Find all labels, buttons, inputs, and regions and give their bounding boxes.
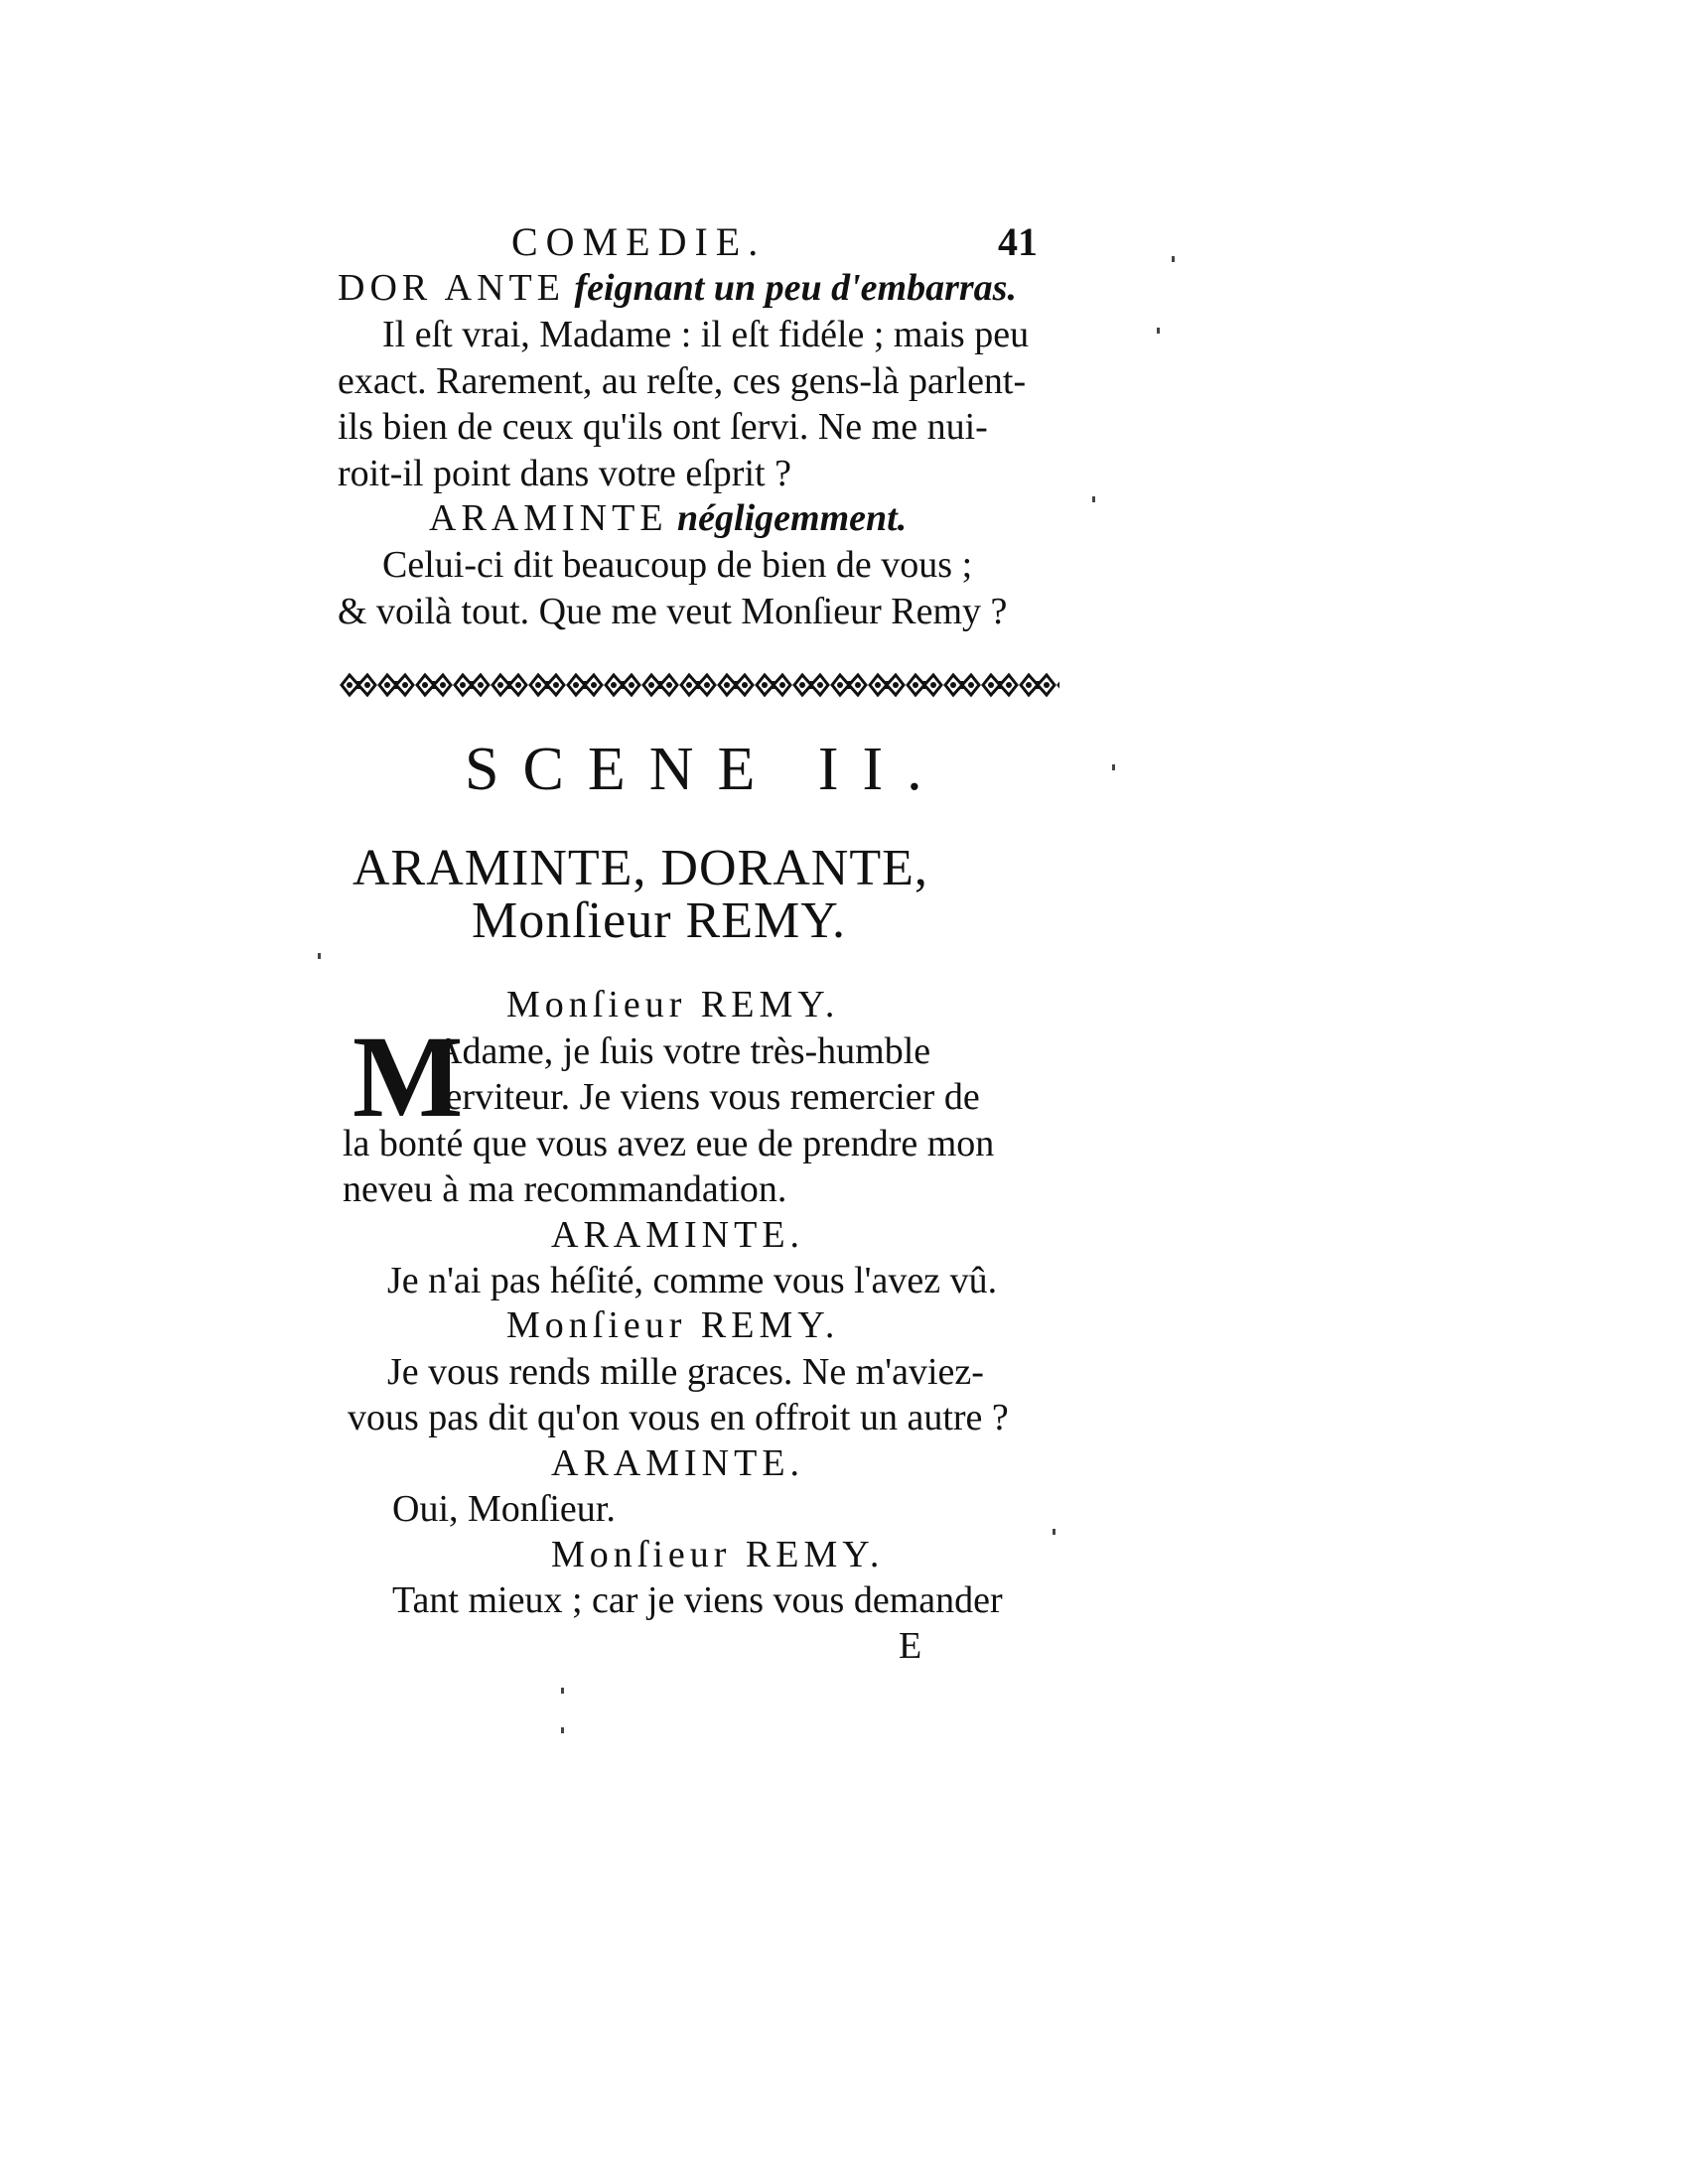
ink-speck [1112, 764, 1115, 770]
text-line: la bonté que vous avez eue de prendre mon [343, 1123, 995, 1164]
ornamental-band [340, 670, 1059, 700]
speaker-name: ARAMINTE [429, 497, 668, 539]
ink-speck [1172, 256, 1175, 262]
ink-speck [1092, 496, 1095, 502]
speaker-heading-remy: Monſieur REMY. [551, 1534, 885, 1575]
text-line: roit-il point dans votre eſprit ? [338, 453, 791, 494]
speaker-heading-remy: Monſieur REMY. [506, 984, 840, 1025]
ink-speck [561, 1727, 564, 1733]
text-line: exact. Rarement, au reſte, ces gens-là parlent- [338, 360, 1027, 402]
text-line: Celui-ci dit beaucoup de bien de vous ; [382, 544, 973, 586]
text-line: ſerviteur. Je viens vous remercier de [435, 1076, 980, 1118]
speaker-heading-araminte: ARAMINTE. [551, 1442, 805, 1484]
cast-list-line-1: ARAMINTE, DORANTE, [352, 840, 928, 896]
text-line: vous pas dit qu'on vous en offroit un autre ? [348, 1397, 1009, 1438]
speaker-heading-dorante [338, 266, 1017, 310]
text-line: Tant mieux ; car je viens vous demander [392, 1579, 1003, 1621]
text-line: Je n'ai pas héſité, comme vous l'avez vû. [387, 1260, 998, 1301]
speaker-name: DOR ANTE [338, 267, 565, 309]
text-line: Il eſt vrai, Madame : il eſt fidéle ; mais peu [382, 314, 1030, 355]
speaker-heading-araminte [429, 496, 907, 540]
text-line: & voilà tout. Que me veut Monſieur Remy ? [338, 591, 1008, 632]
text-line: neveu à ma recommandation. [343, 1168, 787, 1210]
running-title: COMEDIE. [511, 219, 767, 264]
ink-speck [1157, 328, 1160, 334]
text-line: Je vous rends mille graces. Ne m'aviez- [387, 1351, 984, 1393]
ink-speck [1053, 1529, 1055, 1535]
text-line: ils bien de ceux qu'ils ont ſervi. Ne me nui- [338, 406, 988, 448]
drop-cap: M [352, 1012, 464, 1142]
cast-list-line-2: Monſieur REMY. [472, 892, 847, 949]
page-number: 41 [998, 219, 1038, 264]
speaker-heading-remy: Monſieur REMY. [506, 1304, 840, 1346]
ink-speck [318, 953, 321, 959]
text-line: Oui, Monſieur. [392, 1488, 616, 1530]
text-line: Adame, je ſuis votre très-humble [435, 1030, 931, 1072]
ink-speck [561, 1688, 564, 1694]
stage-direction: négligemment. [677, 497, 908, 539]
stage-direction: feignant un peu d'embarras. [574, 267, 1017, 309]
signature-mark: E [899, 1625, 922, 1667]
speaker-heading-araminte: ARAMINTE. [551, 1214, 805, 1256]
scene-title: SCENE II. [465, 736, 946, 803]
